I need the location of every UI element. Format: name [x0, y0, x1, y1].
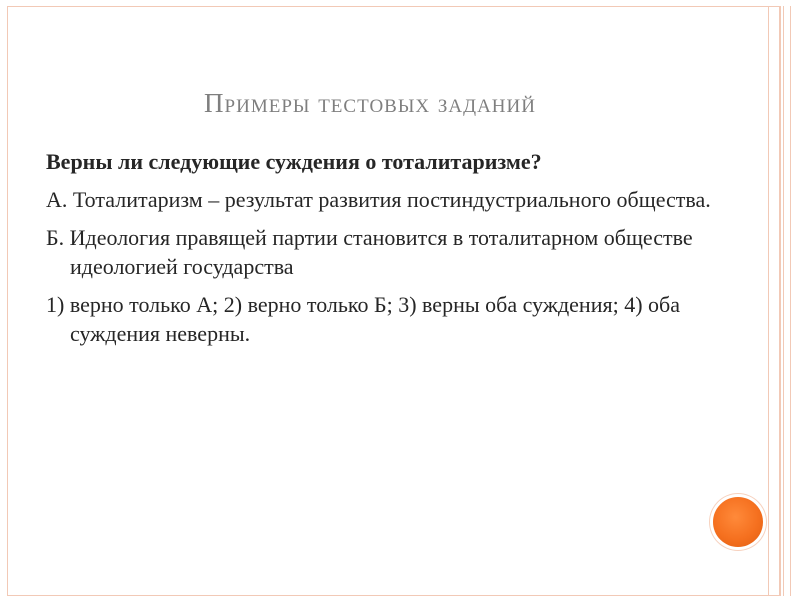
question-text: Верны ли следующие суждения о тоталитаризме?: [46, 149, 542, 174]
decorative-orange-circle: [713, 497, 763, 547]
decorative-right-band: [768, 6, 780, 596]
answer-options: 1) верно только А; 2) верно только Б; 3) верны оба суждения; 4) оба суждения неверны.: [46, 292, 680, 346]
slide-title: Примеры тестовых заданий: [204, 88, 536, 118]
decorative-right-band-outer: [783, 6, 791, 596]
statement-a: А. Тоталитаризм – результат развития постиндустриального общества.: [46, 187, 711, 212]
slide-body: [46, 147, 726, 357]
statement-b: Б. Идеология правящей партии становится в тоталитарном обществе идеологией государства: [46, 225, 693, 279]
